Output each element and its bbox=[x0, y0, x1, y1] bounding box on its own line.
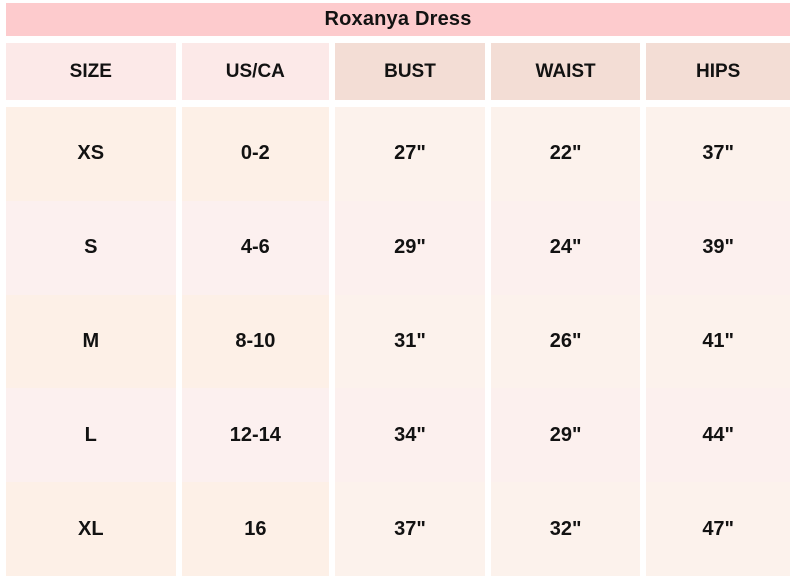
cell-hips: 37" bbox=[646, 107, 790, 201]
cell-size: S bbox=[6, 201, 176, 295]
cell-hips: 47" bbox=[646, 482, 790, 576]
cell-waist: 32" bbox=[491, 482, 641, 576]
column-header-hips: HIPS bbox=[646, 43, 790, 100]
column-header-waist: WAIST bbox=[491, 43, 641, 100]
cell-us-ca: 0-2 bbox=[182, 107, 330, 201]
cell-hips: 39" bbox=[646, 201, 790, 295]
column-header-bust: BUST bbox=[335, 43, 485, 100]
cell-hips: 41" bbox=[646, 295, 790, 389]
cell-bust: 37" bbox=[335, 482, 485, 576]
column-header-us-ca: US/CA bbox=[182, 43, 330, 100]
cell-waist: 29" bbox=[491, 388, 641, 482]
cell-bust: 34" bbox=[335, 388, 485, 482]
cell-waist: 22" bbox=[491, 107, 641, 201]
cell-us-ca: 8-10 bbox=[182, 295, 330, 389]
size-table bbox=[6, 43, 790, 576]
cell-waist: 26" bbox=[491, 295, 641, 389]
cell-waist: 24" bbox=[491, 201, 641, 295]
cell-size: L bbox=[6, 388, 176, 482]
cell-bust: 29" bbox=[335, 201, 485, 295]
cell-size: XL bbox=[6, 482, 176, 576]
cell-bust: 31" bbox=[335, 295, 485, 389]
cell-us-ca: 4-6 bbox=[182, 201, 330, 295]
cell-hips: 44" bbox=[646, 388, 790, 482]
cell-us-ca: 12-14 bbox=[182, 388, 330, 482]
cell-bust: 27" bbox=[335, 107, 485, 201]
cell-us-ca: 16 bbox=[182, 482, 330, 576]
cell-size: M bbox=[6, 295, 176, 389]
cell-size: XS bbox=[6, 107, 176, 201]
column-header-size: SIZE bbox=[6, 43, 176, 100]
chart-title: Roxanya Dress bbox=[6, 3, 790, 36]
